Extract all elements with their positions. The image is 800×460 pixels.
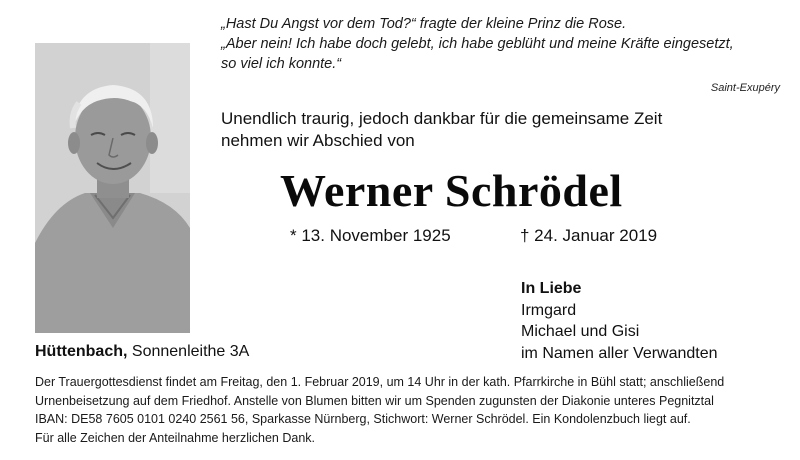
address-street: Sonnenleithe 3A bbox=[131, 343, 250, 360]
quote-block bbox=[221, 14, 781, 74]
quote-line-3: so viel ich konnte.“ bbox=[221, 56, 342, 72]
quote-line-1: „Hast Du Angst vor dem Tod?“ fragte der kleine Prinz die Rose. bbox=[221, 16, 627, 32]
mourner-name: im Namen aller Verwandten bbox=[521, 344, 718, 362]
service-notice bbox=[35, 373, 795, 447]
notice-line-2: Urnenbeisetzung auf dem Friedhof. Anstelle von Blumen bitten wir um Spenden zugunsten der Diakonie unteres Pegnitztal bbox=[35, 393, 714, 408]
death-date: † 24. Januar 2019 bbox=[520, 226, 658, 245]
notice-line-4: Für alle Zeichen der Anteilnahme herzlichen Dank. bbox=[35, 430, 316, 445]
mourner-name: Michael und Gisi bbox=[521, 323, 640, 340]
notice-line-3: IBAN: DE58 7605 0101 0240 2561 56, Sparkasse Nürnberg, Stichwort: Werner Schrödel. Ein Kondolenzbuch liegt auf. bbox=[35, 412, 691, 426]
portrait-photo bbox=[35, 43, 190, 333]
intro-line-1: Unendlich traurig, jedoch dankbar für die gemeinsame Zeit bbox=[221, 109, 663, 128]
intro-line-2: nehmen wir Abschied von bbox=[221, 131, 415, 150]
address bbox=[35, 343, 249, 361]
birth-date: * 13. November 1925 bbox=[290, 226, 451, 245]
signature-heading: In Liebe bbox=[521, 280, 582, 297]
deceased-name: Werner Schrödel bbox=[280, 165, 623, 216]
portrait-illustration bbox=[35, 43, 190, 333]
mourners-signature bbox=[521, 278, 718, 364]
quote-line-2: „Aber nein! Ich habe doch gelebt, ich habe geblüht und meine Kräfte eingesetzt, bbox=[221, 36, 734, 52]
address-place: Hüttenbach, bbox=[35, 343, 128, 360]
quote-author: Saint-Exupéry bbox=[710, 82, 780, 94]
mourner-name: Irmgard bbox=[521, 301, 577, 319]
notice-line-1: Der Trauergottesdienst findet am Freitag, den 1. Februar 2019, um 14 Uhr in der kath. Pfarrkirche in Bühl statt; anschließend bbox=[35, 375, 725, 389]
intro-text bbox=[221, 108, 691, 152]
